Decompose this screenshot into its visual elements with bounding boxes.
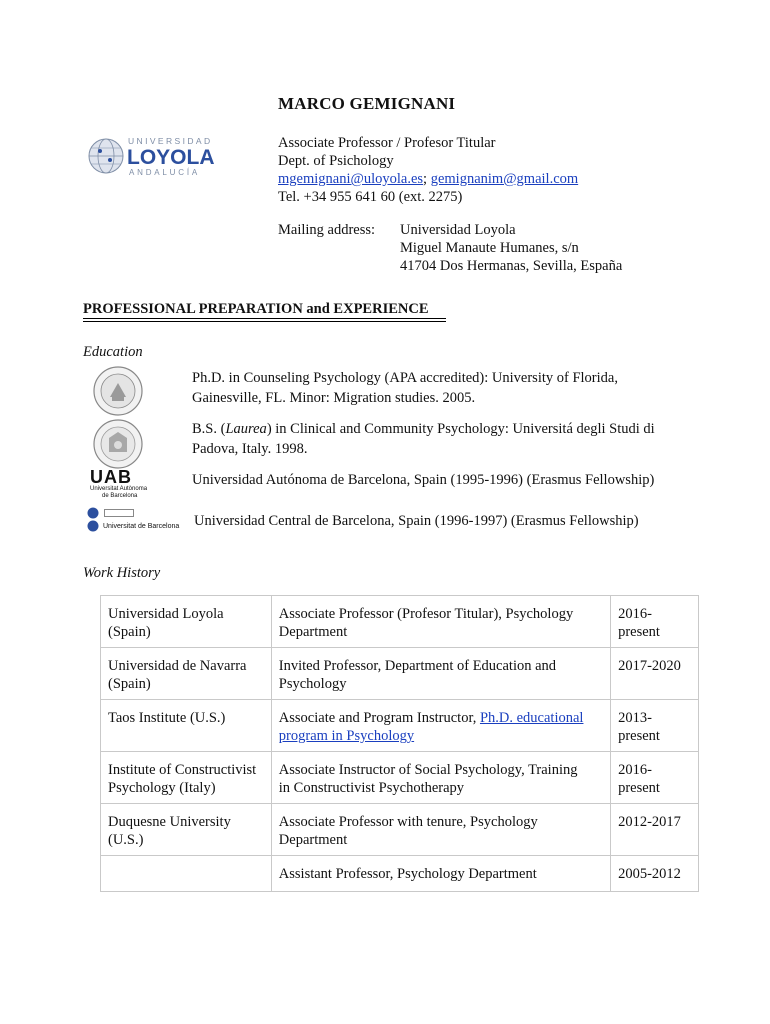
table-row — [101, 700, 699, 752]
email-link-primary[interactable]: mgemignani@uloyola.es — [278, 171, 424, 187]
job-title: Associate Professor / Profesor Titular — [278, 135, 496, 151]
education-uab: Universidad Autónoma de Barcelona, Spain (1995-1996) (Erasmus Fellowship) — [192, 472, 655, 488]
telephone: Tel. +34 955 641 60 (ext. 2275) — [278, 189, 463, 205]
ub-building-icon — [104, 509, 134, 517]
role-cell: Associate Professor (Profesor Titular), Psychology Department — [271, 596, 610, 648]
table-row — [101, 804, 699, 856]
years-cell: 2017-2020 — [611, 648, 699, 700]
years-cell: 2016- present — [611, 596, 699, 648]
work-history-table — [100, 595, 699, 892]
address-line: Miguel Manaute Humanes, s/n — [400, 240, 579, 256]
table-row — [101, 596, 699, 648]
education-ub: Universidad Central de Barcelona, Spain (1996-1997) (Erasmus Fellowship) — [194, 513, 639, 529]
education-heading: Education — [83, 344, 143, 360]
logo-main-text: LOYOLA — [127, 146, 215, 169]
phd-program-link[interactable]: program in Psychology — [278, 728, 415, 744]
department: Dept. of Psichology — [278, 153, 394, 169]
role-cell: Associate Instructor of Social Psychology, Training in Constructivist Psychotherapy — [271, 752, 610, 804]
logo-bottom-text: ANDALUCÍA — [129, 168, 200, 177]
uab-logo — [90, 468, 156, 504]
ub-logo-caption: Universitat de Barcelona — [103, 523, 180, 530]
table-row — [101, 856, 699, 892]
years-cell: 2016- present — [611, 752, 699, 804]
section-title: PROFESSIONAL PREPARATION and EXPERIENCE — [83, 301, 429, 317]
phd-program-link[interactable]: Ph.D. educational — [479, 710, 584, 726]
years-cell: 2013- present — [611, 700, 699, 752]
role-cell: Assistant Professor, Psychology Department — [271, 856, 610, 892]
loyola-logo — [86, 133, 226, 179]
globe-icon — [89, 139, 123, 173]
role-cell: Invited Professor, Department of Education and Psychology — [271, 648, 610, 700]
education-phd: Ph.D. in Counseling Psychology (APA accredited): University of Florida, Gainesville, FL. Minor: Migration studies. 2005. — [192, 370, 618, 406]
ub-shield-icon — [86, 507, 100, 533]
email-line: mgemignani@uloyola.es; gemignanim@gmail.com — [278, 171, 579, 187]
person-name: MARCO GEMIGNANI — [278, 94, 456, 113]
ub-logo — [86, 507, 186, 535]
role-cell: Associate and Program Instructor, Ph.D. educational program in Psychology — [271, 700, 610, 752]
university-of-florida-seal-icon — [92, 365, 144, 417]
table-row — [101, 648, 699, 700]
education-bs: B.S. (Laurea) in Clinical and Community Psychology: Universitá degli Studi di Padova, Italy. 1998. — [192, 421, 655, 457]
uab-logo-caption: de Barcelona — [102, 493, 138, 499]
role-cell: Associate Professor with tenure, Psychology Department — [271, 804, 610, 856]
contact-block — [278, 134, 578, 206]
institution-cell: Duquesne University (U.S.) — [101, 804, 272, 856]
institution-cell: Universidad de Navarra (Spain) — [101, 648, 272, 700]
institution-cell: Taos Institute (U.S.) — [101, 700, 272, 752]
table-row — [101, 752, 699, 804]
university-of-padova-seal-icon — [92, 418, 144, 470]
address-line: Universidad Loyola — [400, 222, 516, 238]
work-history-heading: Work History — [83, 565, 161, 581]
uab-logo-caption: Universitat Autònoma — [90, 486, 148, 492]
address-line: 41704 Dos Hermanas, Sevilla, España — [400, 258, 623, 274]
section-divider — [83, 318, 446, 322]
mailing-label: Mailing address: — [278, 222, 376, 238]
uab-logo-mark: UAB — [90, 467, 132, 487]
years-cell: 2012-2017 — [611, 804, 699, 856]
email-link-secondary[interactable]: gemignanim@gmail.com — [430, 171, 579, 187]
institution-cell: Universidad Loyola (Spain) — [101, 596, 272, 648]
institution-cell — [101, 856, 272, 892]
years-cell: 2005-2012 — [611, 856, 699, 892]
logo-top-text: UNIVERSIDAD — [128, 136, 213, 146]
institution-cell: Institute of Constructivist Psychology (Italy) — [101, 752, 272, 804]
